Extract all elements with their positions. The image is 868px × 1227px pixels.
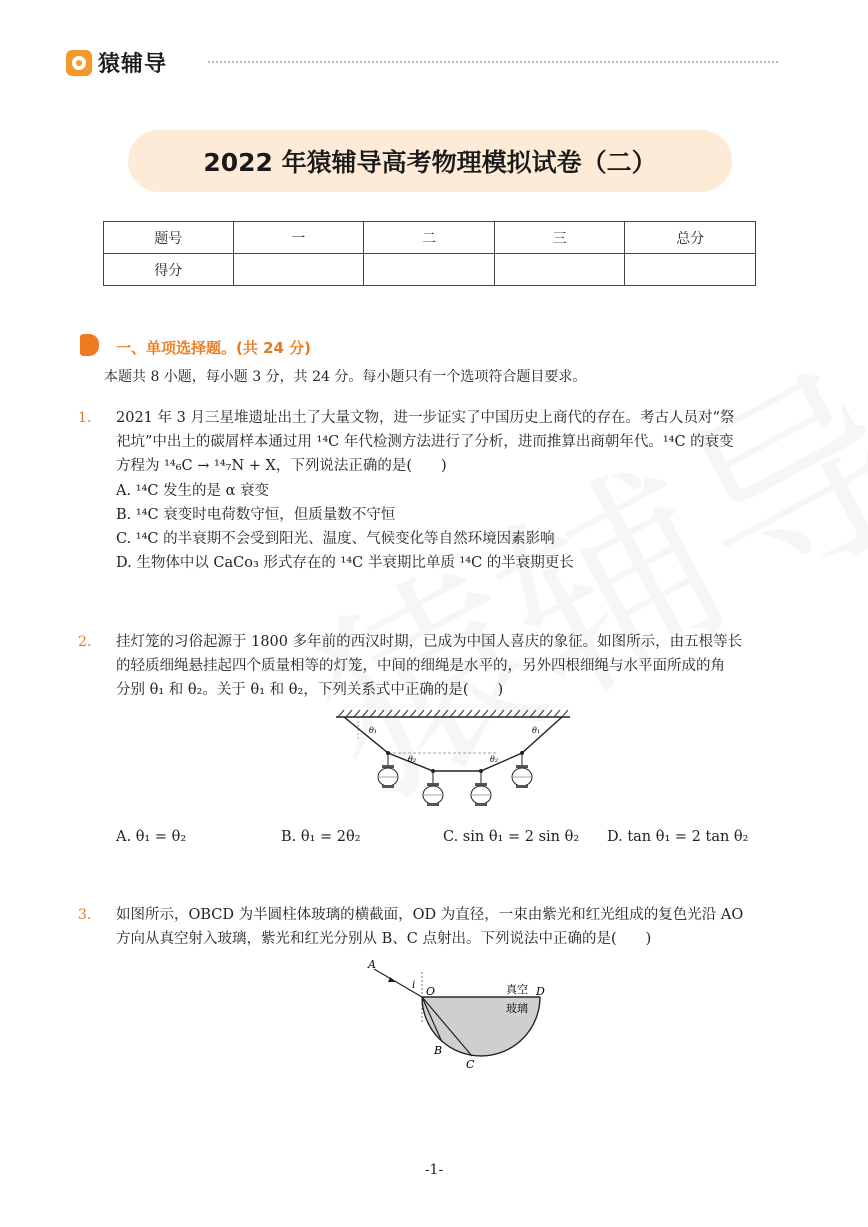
brand-name: 猿辅导 [98,52,168,77]
option-b: B. ¹⁴C 衰变时电荷数守恒，但质量数不守恒 [116,507,396,523]
score-table-score-row [104,254,756,286]
label-c: C [466,1058,475,1071]
theta2-label: θ₂ [490,755,499,764]
theta1-label: θ₁ [532,726,541,735]
lantern-icon [512,753,532,788]
question-number: 2. [78,634,92,650]
page-number: -1- [424,1162,444,1178]
lantern-icon [423,771,443,806]
question-text [116,406,806,478]
option-b: B. θ₁ = 2θ₂ [281,829,361,845]
score-table-cell: 题号 [104,222,234,254]
option-d: D. 生物体中以 CaCo₃ 形式存在的 ¹⁴C 半衰期比单质 ¹⁴C 的半衰期更长 [116,555,574,571]
score-table-cell: 得分 [104,254,234,286]
score-table-cell: 二 [364,222,495,254]
score-input-cell [233,254,364,286]
lantern-figure [336,709,576,813]
question-text [116,903,806,951]
question-line: 方程为 ¹⁴₆C → ¹⁴₇N + X，下列说法正确的是( ) [116,458,447,474]
question-line: 方向从真空射入玻璃，紫光和红光分别从 B、C 点射出。下列说法中正确的是( ) [116,931,652,947]
label-vacuum: 真空 [506,983,528,996]
question-line: 如图所示，OBCD 为半圆柱体玻璃的横截面，OD 为直径，一束由紫光和红光组成的复色光沿 AO [116,907,744,923]
lantern-icon [471,771,491,806]
score-table-cell: 一 [233,222,364,254]
header-dotted-rule [208,61,778,63]
question-number: 1. [78,410,92,426]
page-title: 2022 年猿辅导高考物理模拟试卷（二） [128,130,732,192]
option-c: C. sin θ₁ = 2 sin θ₂ [443,829,580,845]
lantern-icon [378,753,398,788]
option-a: A. ¹⁴C 发生的是 α 衰变 [116,483,270,499]
score-input-cell [364,254,495,286]
label-d: D [536,985,545,998]
ceiling-hatching [338,710,568,717]
option-d: D. tan θ₁ = 2 tan θ₂ [607,829,749,845]
question-line: 分别 θ₁ 和 θ₂。关于 θ₁ 和 θ₂，下列关系式中正确的是( ) [116,682,504,698]
score-table-cell: 三 [494,222,625,254]
score-input-cell [494,254,625,286]
question-number: 3. [78,907,92,923]
theta1-label: θ₁ [369,726,378,735]
question-text [116,630,806,702]
question-line: 挂灯笼的习俗起源于 1800 多年前的西汉时期，已成为中国人喜庆的象征。如图所示，由五根等长 [116,634,743,650]
score-table-header-row [104,222,756,254]
monkey-logo-icon [66,50,92,76]
brand-logo [66,47,167,78]
label-i: i [412,980,416,991]
option-list [116,479,574,575]
label-glass: 玻璃 [506,1002,528,1015]
question-line: 2021 年 3 月三星堆遗址出土了大量文物，进一步证实了中国历史上商代的存在。考古人员对“祭 [116,410,735,426]
option-a: A. θ₁ = θ₂ [116,829,187,845]
score-table-cell: 总分 [625,222,756,254]
question-line: 祀坑”中出土的碳屑样本通过用 ¹⁴C 年代检测方法进行了分析，进而推算出商朝年代。¹⁴C 的衰变 [116,434,734,450]
score-input-cell [625,254,756,286]
glass-figure [360,954,560,1074]
section-title: 一、单项选择题。(共 24 分) [116,339,312,357]
section-marker-icon [80,334,99,356]
label-o: O [426,985,436,998]
option-c: C. ¹⁴C 的半衰期不会受到阳光、温度、气候变化等自然环境因素影响 [116,531,555,547]
label-b: B [434,1044,443,1057]
theta2-label: θ₂ [408,755,417,764]
score-table [103,221,756,286]
label-a: A [368,958,376,971]
section-description: 本题共 8 小题，每小题 3 分，共 24 分。每小题只有一个选项符合题目要求。 [104,369,587,385]
question-line: 的轻质细绳悬挂起四个质量相等的灯笼，中间的细绳是水平的，另外四根细绳与水平面所成的角 [116,658,725,674]
